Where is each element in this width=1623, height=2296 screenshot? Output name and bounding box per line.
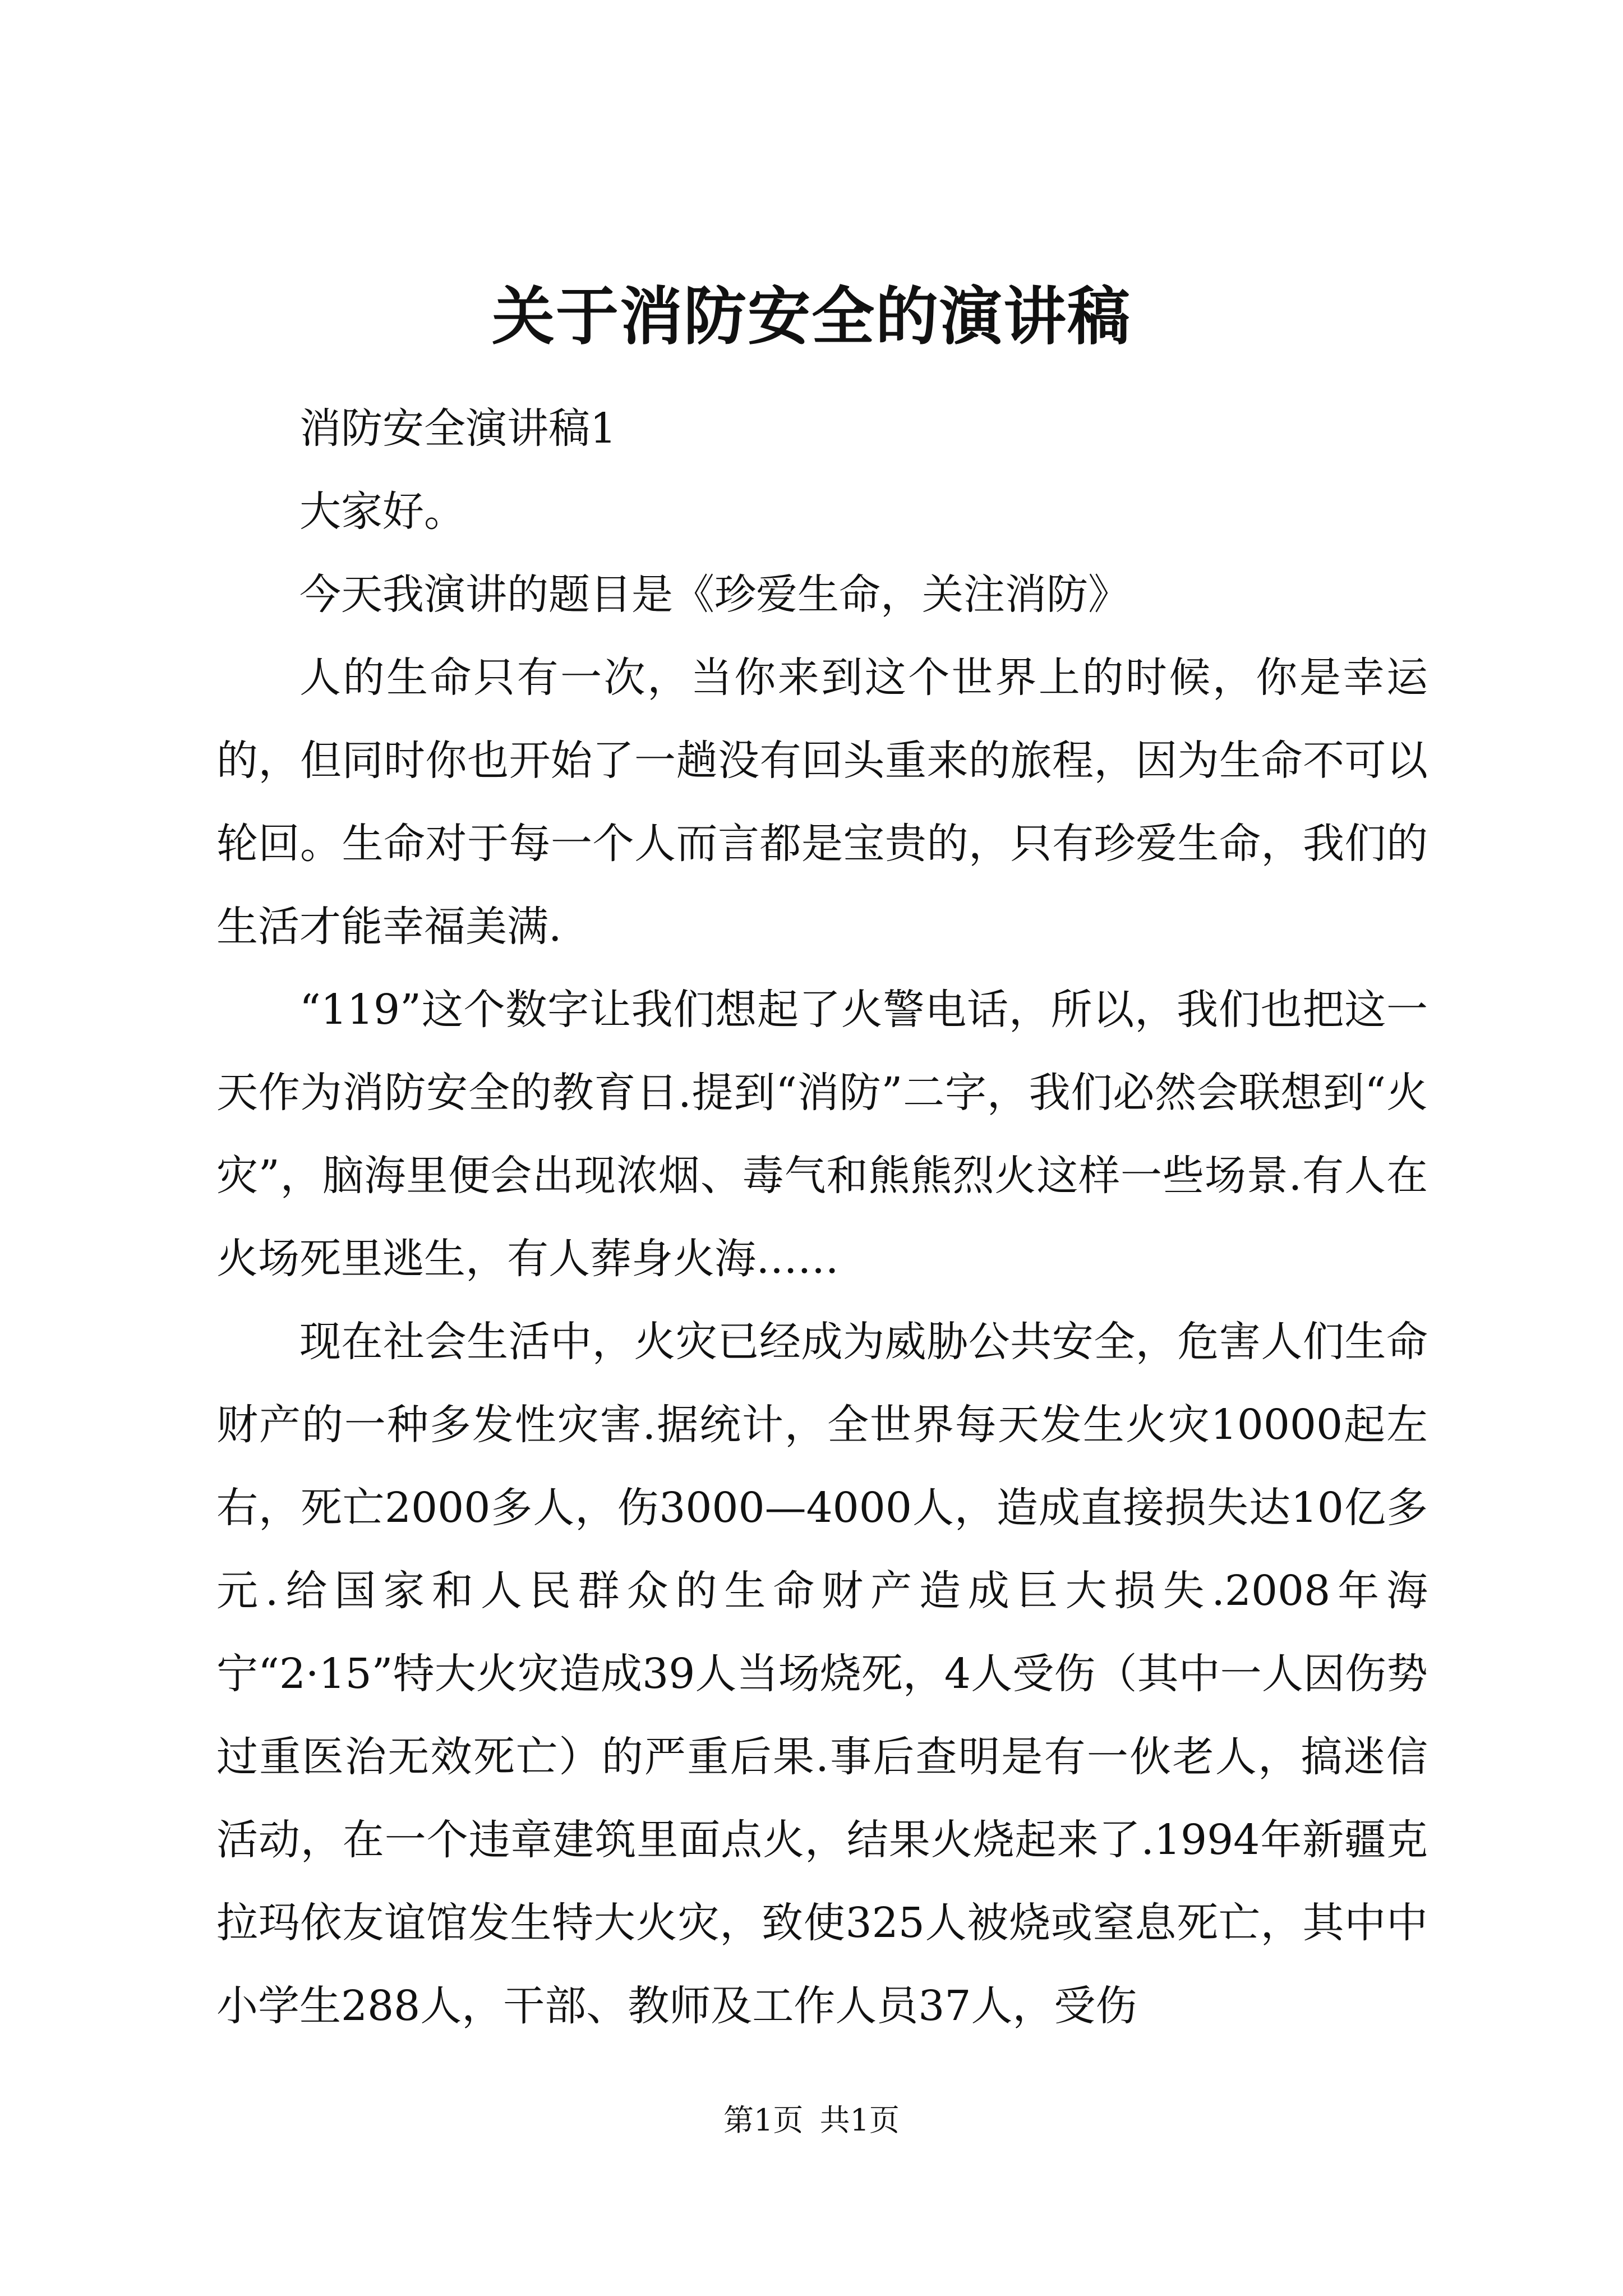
- paragraph-body: “119”这个数字让我们想起了火警电话，所以，我们也把这一天作为消防安全的教育日.提到“消防”二字，我们必然会联想到“火灾”，脑海里便会出现浓烟、毒气和熊熊烈火这样一些场景.有人在火场死里逃生，有人葬身火海……: [216, 986, 1428, 1283]
- page-number: 第1页: [723, 2102, 804, 2138]
- paragraph-body: 现在社会生活中，火灾已经成为威胁公共安全，危害人们生命财产的一种多发性灾害.据统计，全世界每天发生火灾10000起左右，死亡2000多人，伤3000—4000人，造成直接损失达10亿多元.给国家和人民群众的生命财产造成巨大损失.2008年海宁“2·15”特大火灾造成39人当场烧死，4人受伤（其中一人因伤势过重医治无效死亡）的严重后果.事后查明是有一伙老人，搞迷信活动，在一个违章建筑里面点火，结果火烧起来了.1994年新疆克拉玛依友谊馆发生特大火灾，致使325人被烧或窒息死亡，其中中小学生288人，干部、教师及工作人员37人，受伤: [216, 1318, 1428, 2030]
- page-total: 共1页: [819, 2102, 900, 2138]
- paragraph-greeting: 大家好。: [299, 487, 465, 536]
- paragraph-subtitle: 消防安全演讲稿1: [299, 404, 617, 453]
- document-title: 关于消防安全的演讲稿: [492, 280, 1131, 353]
- paragraph-body: 人的生命只有一次，当你来到这个世界上的时候，你是幸运的，但同时你也开始了一趟没有回头重来的旅程，因为生命不可以轮回。生命对于每一个人而言都是宝贵的，只有珍爱生命，我们的生活才能幸福美满.: [216, 654, 1428, 951]
- paragraph-topic: 今天我演讲的题目是《珍爱生命，关注消防》: [299, 570, 1129, 619]
- document-body: [216, 387, 1428, 2047]
- page-footer: [0, 2101, 1623, 2140]
